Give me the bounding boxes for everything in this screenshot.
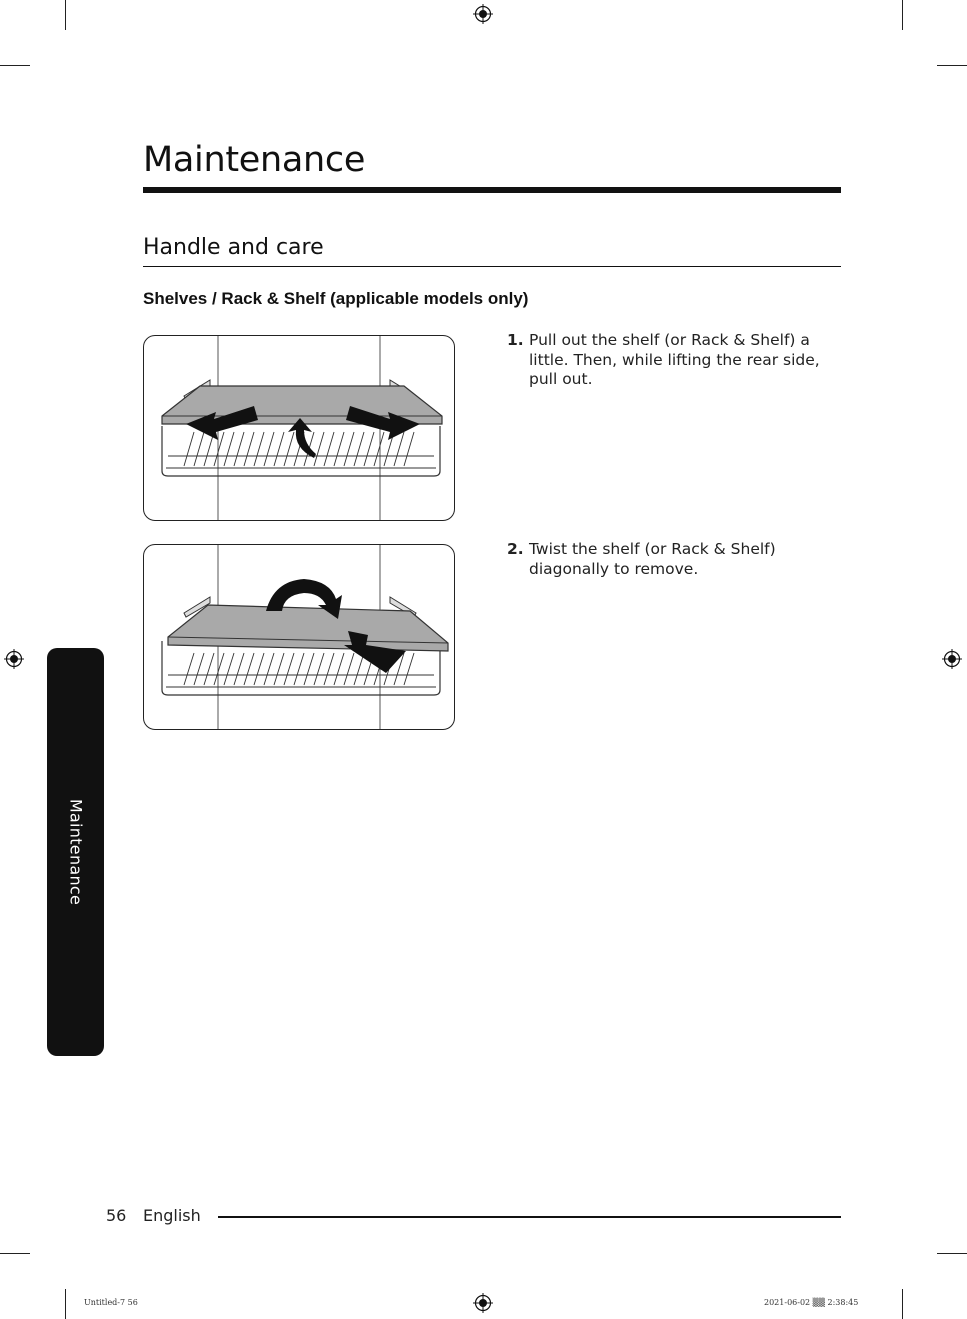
section-rule	[143, 266, 841, 267]
title-rule	[143, 187, 841, 193]
footer-rule	[218, 1216, 841, 1218]
step-2	[507, 540, 827, 579]
crop-mark	[65, 0, 66, 30]
step-number: 2.	[507, 540, 524, 558]
figure-pull-out-shelf	[143, 335, 455, 521]
crop-mark	[0, 65, 30, 66]
step-number: 1.	[507, 331, 524, 349]
print-slug-left: Untitled-7 56	[84, 1298, 138, 1307]
print-slug-right: 2021-06-02 ▒▒ 2:38:45	[764, 1298, 859, 1307]
registration-crosshair-icon	[942, 649, 962, 669]
step-text: Twist the shelf (or Rack & Shelf) diagonally to remove.	[529, 540, 776, 578]
crop-mark	[937, 65, 967, 66]
step-1	[507, 331, 827, 390]
crop-mark	[937, 1253, 967, 1254]
side-tab-label: Maintenance	[66, 798, 85, 906]
crop-mark	[902, 0, 903, 30]
chapter-side-tab	[47, 648, 104, 1056]
crop-mark	[902, 1289, 903, 1319]
subsection-title: Shelves / Rack & Shelf (applicable models only)	[143, 289, 529, 308]
registration-crosshair-icon	[473, 4, 493, 24]
page-number: 56	[106, 1206, 127, 1225]
registration-crosshair-icon	[473, 1293, 493, 1313]
crop-mark	[0, 1253, 30, 1254]
shelf-pull-illustration	[144, 336, 455, 521]
step-text: Pull out the shelf (or Rack & Shelf) a little. Then, while lifting the rear side, pull out.	[529, 331, 820, 388]
shelf-twist-illustration	[144, 545, 455, 730]
section-title: Handle and care	[143, 235, 324, 260]
figure-twist-shelf	[143, 544, 455, 730]
page-title: Maintenance	[143, 140, 366, 180]
crop-mark	[65, 1289, 66, 1319]
footer-language: English	[143, 1206, 201, 1225]
registration-crosshair-icon	[4, 649, 24, 669]
